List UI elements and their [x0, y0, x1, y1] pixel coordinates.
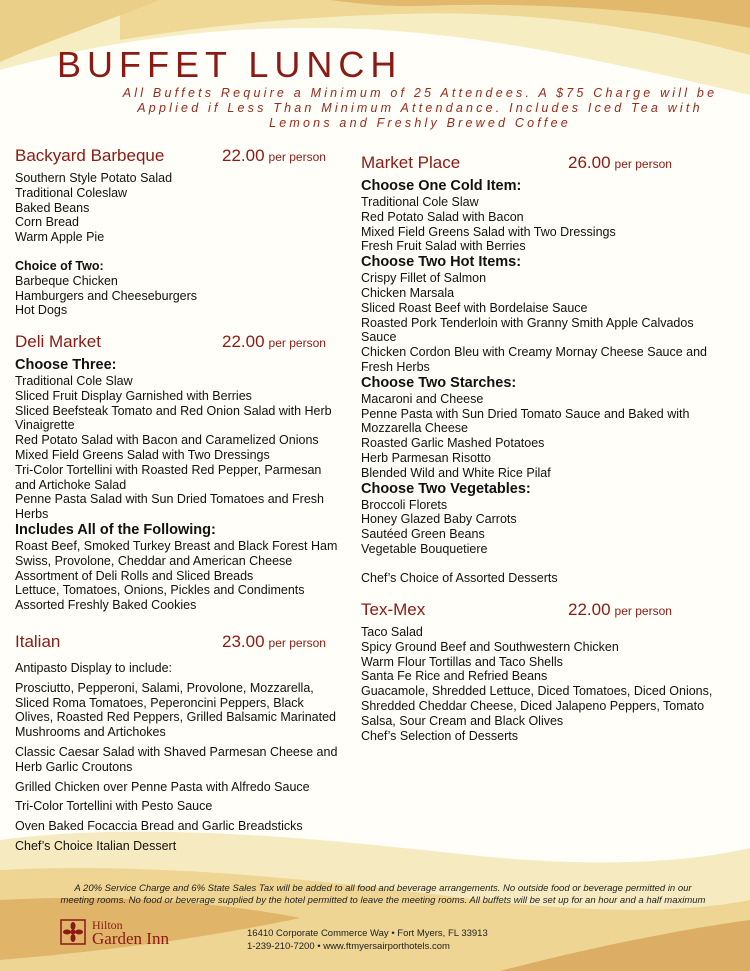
list-item: Roast Beef, Smoked Turkey Breast and Black Forest Ham	[15, 538, 338, 553]
list-item: Vegetable Bouquetiere	[361, 541, 488, 556]
footer-note-line: A 20% Service Charge and 6% State Sales Tax will be added to all food and beverage arrangements. No outside food or beverage permitted in our	[74, 883, 692, 894]
list-item: Macaroni and Cheese	[361, 391, 484, 406]
list-item: Antipasto Display to include:	[15, 661, 173, 675]
list-item: Vinaigrette	[15, 418, 75, 433]
hot-heading: Choose Two Hot Items:	[361, 254, 522, 271]
list-item: Classic Caesar Salad with Shaved Parmesan Cheese and Herb Garlic Croutons	[15, 744, 338, 774]
list-item: Penne Pasta Salad with Sun Dried Tomatoes and Fresh	[15, 492, 324, 507]
list-item: Prosciutto, Pepperoni, Salami, Provolone, Mozzarella, Sliced Roma Tomatoes, Peperoncini Peppers, Black Olives, Roasted Red Peppers, Grilled Balsamic Marinated Mushrooms and Artichokes	[15, 680, 336, 740]
list-item: Traditional Cole Slaw	[361, 195, 479, 209]
choice-heading: Choice of Two:	[15, 258, 104, 273]
section-price: 22.00 per person	[222, 146, 326, 165]
list-item: Oven Baked Focaccia Bread and Garlic Breadsticks	[15, 819, 303, 834]
logo-garden-inn-text: Garden Inn	[92, 929, 169, 948]
list-item: Swiss, Provolone, Cheddar and American Cheese	[15, 553, 293, 568]
list-item: Roasted Pork Tenderloin with Granny Smith Apple Calvados	[361, 315, 694, 330]
starch-heading: Choose Two Starches:	[361, 374, 517, 391]
hotel-address	[247, 927, 488, 953]
subtitle-line: Lemons and Freshly Brewed Coffee	[269, 116, 571, 130]
list-item: Broccoli Florets	[361, 497, 448, 512]
per-person-label: per person	[268, 336, 326, 350]
list-item: Hamburgers and Cheeseburgers	[15, 288, 198, 303]
section-market-place	[361, 153, 721, 586]
list-item: Tri-Color Tortellini with Pesto Sauce	[15, 799, 213, 814]
list-item: Chef’s Selection of Desserts	[361, 728, 519, 743]
list-item: Crispy Fillet of Salmon	[361, 271, 487, 286]
list-item: Barbeque Chicken	[15, 273, 118, 288]
list-item: Sauce	[361, 330, 397, 345]
list-item: Mozzarella Cheese	[361, 421, 468, 436]
list-item: Tri-Color Tortellini with Roasted Red Pepper, Parmesan	[15, 462, 322, 477]
list-item: Warm Flour Tortillas and Taco Shells	[361, 654, 563, 669]
address-line: 16410 Corporate Commerce Way • Fort Myers, FL 33913	[247, 928, 488, 939]
list-item: Assorted Freshly Baked Cookies	[15, 598, 197, 613]
list-item: Chef’s Choice of Assorted Desserts	[361, 570, 558, 585]
list-item: Penne Pasta with Sun Dried Tomato Sauce and Baked with	[361, 406, 690, 421]
page-title: BUFFET LUNCH	[57, 44, 403, 85]
list-item: Fresh Herbs	[361, 359, 430, 374]
section-backyard-barbeque	[15, 146, 335, 318]
per-person-label: per person	[614, 604, 672, 618]
list-item: Warm Apple Pie	[15, 230, 105, 245]
section-title: Tex-Mex	[361, 600, 426, 619]
list-item: Santa Fe Rice and Refried Beans	[361, 669, 548, 684]
list-item: Lettuce, Tomatoes, Onions, Pickles and Condiments	[15, 583, 305, 598]
section-header	[15, 146, 335, 171]
per-person-label: per person	[268, 636, 326, 650]
list-item: Traditional Cole Slaw	[15, 374, 133, 388]
section-header	[15, 632, 345, 661]
list-item: Traditional Coleslaw	[15, 185, 128, 200]
list-item: Red Potato Salad with Bacon and Caramelized Onions	[15, 433, 319, 448]
section-header	[361, 153, 721, 178]
section-title: Backyard Barbeque	[15, 146, 165, 165]
contact-line: 1-239-210-7200 • www.ftmyersairporthotels.com	[247, 941, 450, 952]
per-person-label: per person	[614, 157, 672, 171]
list-item: Chef’s Choice Italian Dessert	[15, 838, 177, 853]
list-item: and Artichoke Salad	[15, 477, 127, 492]
section-header	[361, 600, 731, 625]
list-item: Corn Bread	[15, 215, 79, 230]
section-tex-mex	[361, 600, 731, 743]
section-price: 26.00 per person	[568, 153, 672, 172]
section-title: Italian	[15, 632, 61, 651]
cold-heading: Choose One Cold Item:	[361, 178, 522, 194]
section-price: 22.00 per person	[222, 332, 326, 351]
footer-note-line: meeting rooms. No food or beverage supplied by the hotel permitted to leave the meeting rooms. All buffets will be set up for an hour and a half maximum	[60, 895, 706, 906]
includes-heading: Includes All of the Following:	[15, 521, 216, 538]
hilton-garden-inn-logo	[60, 918, 169, 946]
list-item: Mixed Field Greens Salad with Two Dressings	[15, 447, 270, 462]
section-price: 22.00 per person	[568, 600, 672, 619]
logo-hilton-text: Hilton	[92, 918, 123, 932]
section-italian	[15, 632, 345, 854]
section-deli-market	[15, 332, 345, 613]
list-item: Hot Dogs	[15, 303, 68, 318]
list-item: Grilled Chicken over Penne Pasta with Alfredo Sauce	[15, 779, 310, 794]
list-item: Herb Parmesan Risotto	[361, 450, 491, 465]
page-subtitle	[100, 86, 740, 131]
list-item: Mixed Field Greens Salad with Two Dressings	[361, 224, 616, 239]
list-item: Honey Glazed Baby Carrots	[361, 512, 517, 527]
list-item: Red Potato Salad with Bacon	[361, 209, 524, 224]
list-item: Salsa, Sour Cream and Black Olives	[361, 713, 564, 728]
list-item: Shredded Cheddar Cheese, Diced Jalapeno Peppers, Tomato	[361, 698, 705, 713]
list-item: Taco Salad	[361, 625, 423, 639]
list-item: Assortment of Deli Rolls and Sliced Breads	[15, 568, 254, 583]
list-item: Chicken Cordon Bleu with Creamy Mornay Cheese Sauce and	[361, 345, 708, 360]
list-item: Herbs	[15, 507, 49, 522]
section-price: 23.00 per person	[222, 632, 326, 651]
list-item: Southern Style Potato Salad	[15, 171, 173, 185]
section-header	[15, 332, 345, 357]
list-item: Roasted Garlic Mashed Potatoes	[361, 436, 545, 451]
list-item: Chicken Marsala	[361, 285, 455, 300]
list-item: Guacamole, Shredded Lettuce, Diced Tomatoes, Diced Onions,	[361, 684, 713, 699]
list-item: Sautéed Green Beans	[361, 527, 485, 542]
list-item: Blended Wild and White Rice Pilaf	[361, 465, 551, 480]
per-person-label: per person	[268, 150, 326, 164]
flower-icon	[60, 919, 86, 945]
subtitle-line: All Buffets Require a Minimum of 25 Attendees. A $75 Charge will be	[122, 86, 718, 100]
list-item: Baked Beans	[15, 200, 90, 215]
list-item: Sliced Beefsteak Tomato and Red Onion Salad with Herb	[15, 403, 332, 418]
list-item: Sliced Roast Beef with Bordelaise Sauce	[361, 300, 588, 315]
list-item: Sliced Fruit Display Garnished with Berries	[15, 388, 252, 403]
section-title: Deli Market	[15, 332, 101, 351]
list-item: Fresh Fruit Salad with Berries	[361, 239, 526, 254]
choose-heading: Choose Three:	[15, 357, 117, 373]
section-title: Market Place	[361, 153, 461, 172]
list-item: Spicy Ground Beef and Southwestern Chicken	[361, 639, 619, 654]
vegetable-heading: Choose Two Vegetables:	[361, 480, 531, 497]
footer-note	[38, 883, 728, 907]
subtitle-line: Applied if Less Than Minimum Attendance. Includes Iced Tea with	[137, 101, 703, 115]
